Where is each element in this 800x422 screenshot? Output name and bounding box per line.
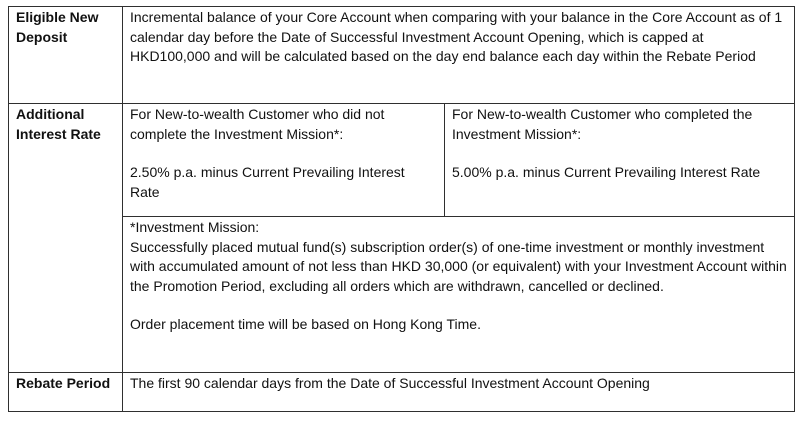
row-label-rebate-period: Rebate Period bbox=[9, 373, 123, 412]
row-label-eligible-new-deposit: Eligible New Deposit bbox=[9, 7, 123, 104]
not-completed-mission-heading: For New-to-wealth Customer who did not complete the Investment Mission*: bbox=[130, 106, 385, 142]
row-label-additional-interest-rate: Additional Interest Rate bbox=[9, 104, 123, 373]
investment-mission-description: Successfully placed mutual fund(s) subscription order(s) of one-time investment or monthly investment with accumulated amount of not less than HKD 30,000 (or equivalent) with your Investment Account within the Promotion Period, excluding all orders which are withdrawn, cancelled or declined. bbox=[130, 238, 787, 294]
rebate-period-description: The first 90 calendar days from the Date of Successful Investment Account Opening bbox=[123, 373, 795, 412]
eligible-new-deposit-description: Incremental balance of your Core Account when comparing with your balance in the Core Account as of 1 calendar day before the Date of Successful Investment Account Opening, which is capped at HKD100,000 and will be calculated based on the day end balance each day within the Rebate Period bbox=[123, 7, 795, 104]
table-row bbox=[9, 217, 795, 373]
table-row bbox=[9, 104, 795, 217]
table-row bbox=[9, 373, 795, 412]
investment-mission-cell bbox=[123, 217, 795, 373]
terms-table bbox=[8, 6, 795, 412]
table-row bbox=[9, 7, 795, 104]
not-completed-mission-rate: 2.50% p.a. minus Current Prevailing Interest Rate bbox=[130, 164, 405, 200]
completed-mission-cell bbox=[445, 104, 795, 217]
order-placement-note: Order placement time will be based on Hong Kong Time. bbox=[130, 316, 481, 332]
completed-mission-heading: For New-to-wealth Customer who completed the Investment Mission*: bbox=[452, 106, 753, 142]
not-completed-mission-cell bbox=[123, 104, 445, 217]
completed-mission-rate: 5.00% p.a. minus Current Prevailing Interest Rate bbox=[452, 164, 761, 180]
investment-mission-title: *Investment Mission: bbox=[130, 219, 260, 235]
